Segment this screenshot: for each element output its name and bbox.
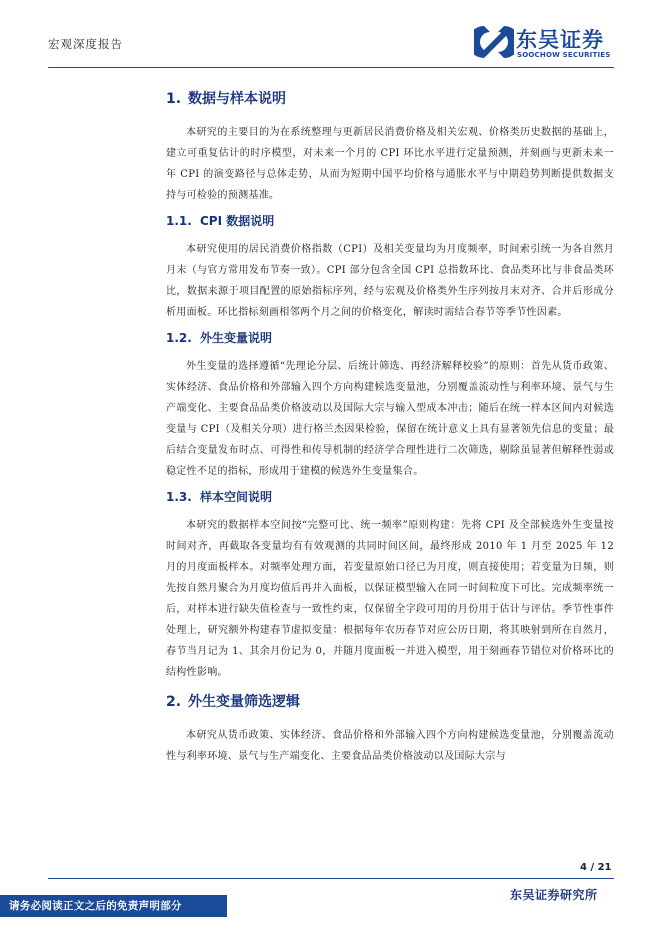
section-1-paragraph: 本研究的主要目的为在系统整理与更新居民消费价格及相关宏观、价格类历史数据的基础上，建立可重复估计的时序模型，对未来一个月的 CPI 环比水平进行定量预测，并刻画与更新未来一年 CPI 的演变路径与总体走势，从而为短期中国平均价格与通胀水平与中期趋势判断提供数据支持与可检验的预测基准。 [166,127,614,201]
section-1-3-paragraph: 本研究的数据样本空间按“完整可比、统一频率”原则构建：先将 CPI 及全部候选外生变量按时间对齐，再截取各变量均有有效观测的共同时间区间，最终形成 2010 年 1 月至 2025 年 12 月的月度面板样本。对频率处理方面，若变量原始口径已为月度，则直接使用；若变量为日频，则先按自然月聚合为月度均值后再并入面板，以保证模型输入在同一时间粒度下可比。完成频率统一后，对样本进行缺失值检查与一致性约束，仅保留全字段可用的月份用于估计与评估。季节性事件处理上，研究额外构建春节虚拟变量：根据每年农历春节对应公历日期，将其映射到所在自然月，春节当月记为 1、其余月份记为 0，并随月度面板一并进入模型，用于刻画春节错位对价格环比的结构性影响。 [166,520,614,678]
footer-divider [48,878,614,879]
section-title: 外生变量筛选逻辑 [188,694,300,710]
section-number: 1.2. [166,331,192,345]
section-1-3-heading [166,488,614,505]
section-title: CPI 数据说明 [200,214,275,228]
section-1-2-paragraph: 外生变量的选择遵循“先理论分层、后统计筛选、再经济解释校验”的原则：首先从货币政策、实体经济、食品价格和外部输入四个方向构建候选变量池，分别覆盖流动性与利率环境、景气与生产端变化、主要食品品类价格波动以及国际大宗与输入型成本冲击；随后在统一样本区间内对候选变量与 CPI（及相关分项）进行格兰杰因果检验，保留在统计意义上具有显著领先信息的变量；最后结合变量发布时点、可得性和传导机制的经济学合理性进行二次筛选，剔除虽显著但解释性弱或稳定性不足的指标，形成用于建模的候选外生变量集合。 [166,361,614,477]
logo-name: 东吴证券 [516,28,604,52]
section-title: 样本空间说明 [200,490,273,504]
section-1-1-paragraph: 本研究使用的居民消费价格指数（CPI）及相关变量均为月度频率，时间索引统一为各自然月月末（与官方常用发布节奏一致）。CPI 部分包含全国 CPI 总指数环比、食品类环比与非食品类环比，数据来源于项目配置的原始指标序列，经与宏观及价格类外生序列按月末对齐、合并后形成分析用面板。环比指标刻画相邻两个月之间的价格变化，解读时需结合春节等季节性因素。 [166,244,614,318]
section-1-2-heading [166,329,614,346]
section-1-1-heading [166,212,614,229]
company-logo [474,22,624,66]
section-number: 2. [166,694,182,710]
section-title: 数据与样本说明 [188,91,286,107]
report-type-label: 宏观深度报告 [48,37,123,51]
section-number: 1.3. [166,490,192,504]
section-2-paragraph: 本研究从货币政策、实体经济、食品价格和外部输入四个方向构建候选变量池，分别覆盖流动性与利率环境、景气与生产端变化、主要食品品类价格波动以及国际大宗与 [166,730,614,762]
section-2-heading [166,691,614,711]
report-body [166,88,614,771]
page-number: 4 / 21 [580,862,612,873]
section-number: 1.1. [166,214,192,228]
logo-english-name: SOOCHOW SECURITIES [517,51,611,59]
section-title: 外生变量说明 [200,331,273,345]
research-institute-label: 东吴证券研究所 [510,888,598,902]
disclaimer-banner: 请务必阅读正文之后的免责声明部分 [0,895,227,917]
section-number: 1. [166,91,182,107]
section-1-heading [166,88,614,108]
header-divider [48,67,614,68]
soochow-logo-icon [474,22,514,62]
